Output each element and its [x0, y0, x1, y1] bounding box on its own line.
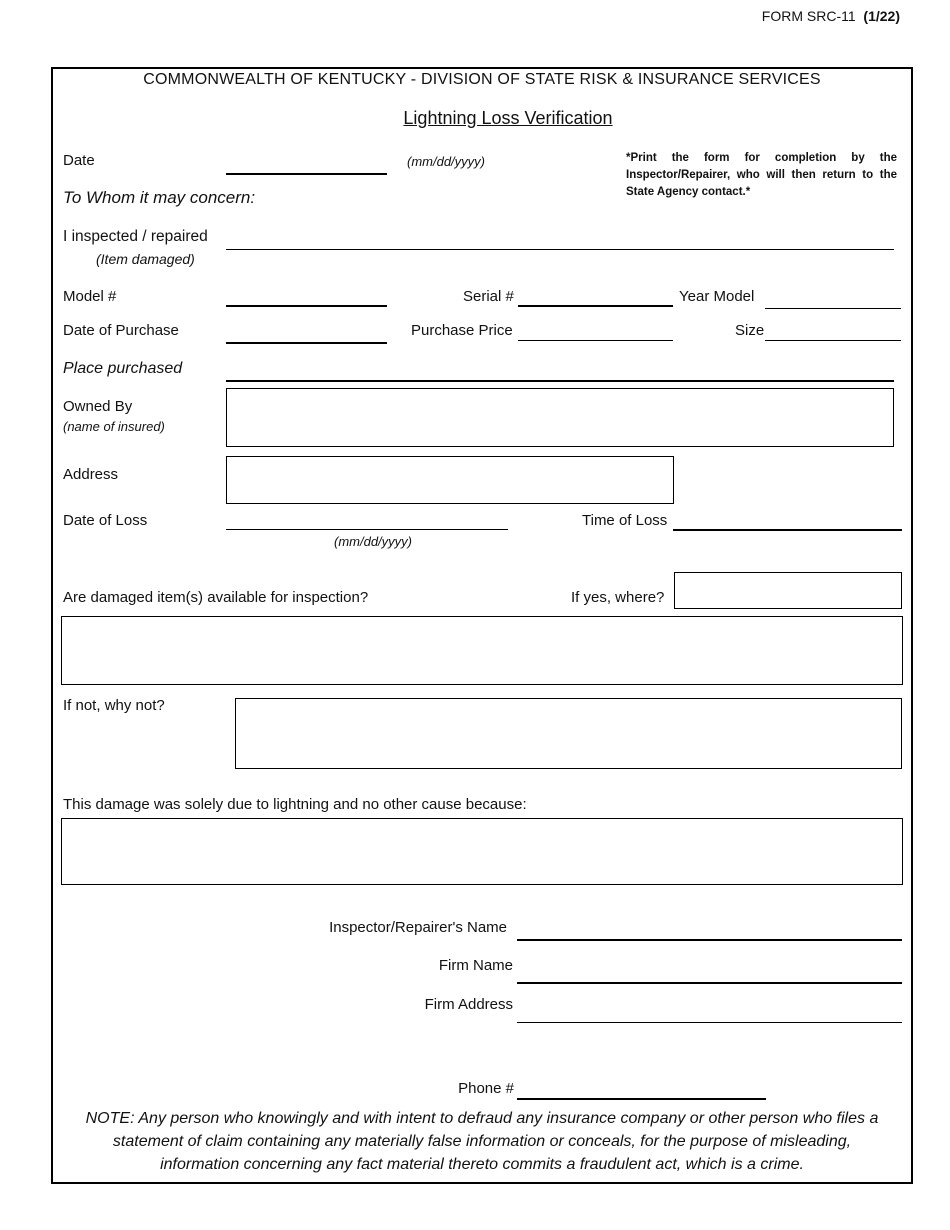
item-damaged-input[interactable]	[226, 249, 894, 250]
inspector-name-input[interactable]	[517, 939, 902, 941]
size-input[interactable]	[765, 340, 901, 341]
owned-by-hint: (name of insured)	[63, 419, 165, 434]
model-input[interactable]	[226, 305, 387, 307]
firm-name-input[interactable]	[517, 982, 902, 984]
salutation: To Whom it may concern:	[63, 188, 256, 207]
fraud-note-line-1: NOTE: Any person who knowingly and with intent to defraud any insurance company or other person who files a	[85, 1110, 879, 1127]
year-model-label: Year Model	[679, 288, 755, 305]
agency-header: COMMONWEALTH OF KENTUCKY - DIVISION OF STATE RISK & INSURANCE SERVICES	[143, 71, 821, 88]
date-of-loss-label: Date of Loss	[63, 512, 148, 529]
form-code	[762, 8, 900, 24]
time-of-loss-label: Time of Loss	[582, 512, 668, 529]
purchase-price-input[interactable]	[518, 340, 673, 341]
inspector-name-label: Inspector/Repairer's Name	[329, 919, 507, 936]
solely-due-reason-input[interactable]	[61, 818, 903, 885]
place-purchased-input[interactable]	[226, 380, 894, 382]
place-purchased-label: Place purchased	[63, 360, 183, 377]
size-label: Size	[735, 322, 765, 339]
address-input[interactable]	[226, 456, 674, 504]
if-yes-where-input[interactable]	[674, 572, 902, 609]
firm-address-input[interactable]	[517, 1022, 902, 1023]
time-of-loss-input[interactable]	[673, 529, 902, 531]
date-label: Date	[63, 152, 95, 169]
date-of-purchase-input[interactable]	[226, 342, 387, 344]
date-format-hint: (mm/dd/yyyy)	[407, 154, 485, 169]
date-of-loss-hint: (mm/dd/yyyy)	[334, 534, 412, 549]
form-title: Lightning Loss Verification	[403, 108, 613, 128]
year-model-input[interactable]	[765, 308, 901, 309]
fraud-note	[53, 1107, 911, 1176]
solely-due-label: This damage was solely due to lightning and no other cause because:	[63, 796, 527, 813]
address-label: Address	[63, 466, 119, 483]
owned-by-label: Owned By	[63, 398, 133, 415]
if-not-reason-input[interactable]	[235, 698, 902, 769]
form-revision: (1/22)	[863, 8, 900, 24]
available-question: Are damaged item(s) available for inspection?	[63, 589, 369, 606]
firm-name-label: Firm Name	[438, 957, 513, 974]
fraud-note-line-3: information concerning any fact material thereto commits a fraudulent act, which is a crime.	[160, 1156, 804, 1173]
phone-label: Phone #	[458, 1080, 514, 1097]
firm-address-label: Firm Address	[424, 996, 513, 1013]
date-of-purchase-label: Date of Purchase	[63, 322, 179, 339]
if-not-label: If not, why not?	[63, 697, 165, 714]
availability-details-input[interactable]	[61, 616, 903, 685]
owned-by-input[interactable]	[226, 388, 894, 447]
inspected-label: I inspected / repaired	[63, 228, 208, 245]
phone-input[interactable]	[517, 1098, 766, 1100]
date-input[interactable]	[226, 173, 387, 175]
fraud-note-line-2: statement of claim containing any materially false information or conceals, for the purpose of misleading,	[112, 1133, 852, 1150]
serial-label: Serial #	[463, 288, 514, 305]
item-damaged-hint: (Item damaged)	[96, 251, 195, 267]
print-instructions: *Print the form for completion by the Inspector/Repairer, who will then return to the State Agency contact.*	[626, 152, 897, 198]
model-label: Model #	[63, 288, 117, 305]
serial-input[interactable]	[518, 305, 673, 307]
purchase-price-label: Purchase Price	[411, 322, 513, 339]
form-code-label: FORM SRC-11	[761, 8, 856, 24]
if-yes-label: If yes, where?	[571, 589, 665, 606]
date-of-loss-input[interactable]	[226, 529, 508, 530]
